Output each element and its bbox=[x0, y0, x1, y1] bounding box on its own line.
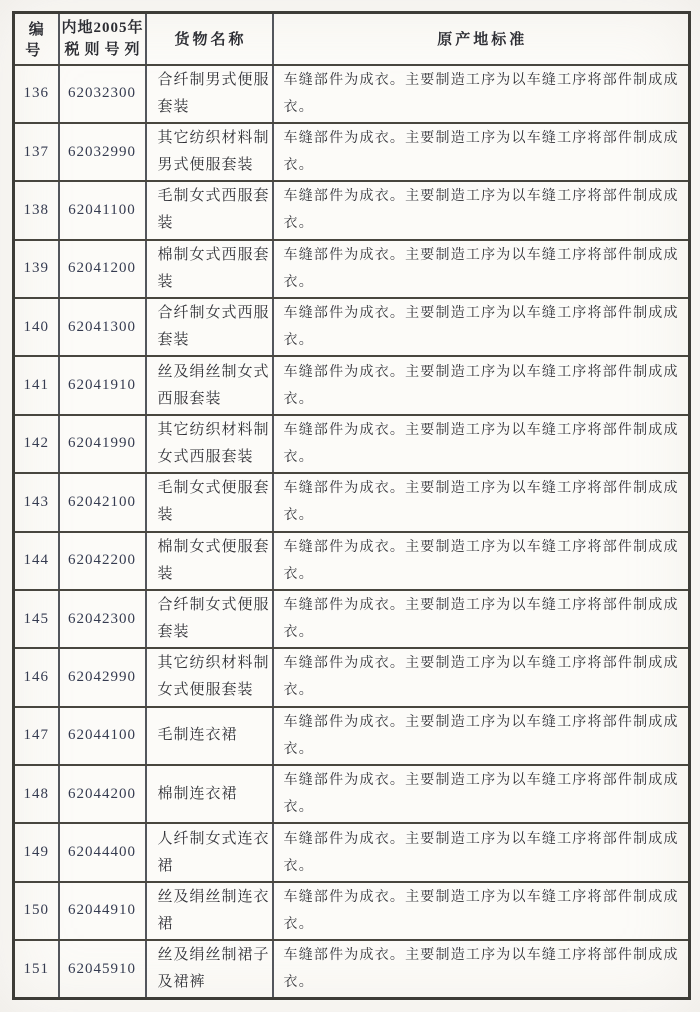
table-header-row bbox=[14, 13, 690, 65]
origin-standard-cell: 车缝部件为成衣。主要制造工序为以车缝工序将部件制成成衣。 bbox=[273, 707, 690, 765]
row-number-cell: 137 bbox=[14, 123, 59, 181]
header-origin-standard bbox=[273, 13, 690, 65]
origin-standard-cell: 车缝部件为成衣。主要制造工序为以车缝工序将部件制成成衣。 bbox=[273, 123, 690, 181]
origin-standard-cell: 车缝部件为成衣。主要制造工序为以车缝工序将部件制成成衣。 bbox=[273, 240, 690, 298]
origin-standard-cell: 车缝部件为成衣。主要制造工序为以车缝工序将部件制成成衣。 bbox=[273, 356, 690, 414]
row-number-cell: 147 bbox=[14, 707, 59, 765]
table-row bbox=[14, 707, 690, 765]
goods-name-cell: 棉制女式便服套装 bbox=[146, 532, 273, 590]
tariff-code-cell: 62041300 bbox=[59, 298, 146, 356]
origin-standard-cell: 车缝部件为成衣。主要制造工序为以车缝工序将部件制成成衣。 bbox=[273, 765, 690, 823]
tariff-code-cell: 62044400 bbox=[59, 823, 146, 881]
tariff-code-cell: 62042200 bbox=[59, 532, 146, 590]
table-row bbox=[14, 298, 690, 356]
table-row bbox=[14, 123, 690, 181]
table-row bbox=[14, 823, 690, 881]
row-number-cell: 149 bbox=[14, 823, 59, 881]
tariff-code-cell: 62044100 bbox=[59, 707, 146, 765]
tariff-code-cell: 62032300 bbox=[59, 65, 146, 123]
goods-name-cell: 毛制女式西服套装 bbox=[146, 181, 273, 239]
goods-name-cell: 合纤制男式便服套装 bbox=[146, 65, 273, 123]
origin-standard-cell: 车缝部件为成衣。主要制造工序为以车缝工序将部件制成成衣。 bbox=[273, 532, 690, 590]
origin-standard-cell: 车缝部件为成衣。主要制造工序为以车缝工序将部件制成成衣。 bbox=[273, 415, 690, 473]
origin-standard-cell: 车缝部件为成衣。主要制造工序为以车缝工序将部件制成成衣。 bbox=[273, 298, 690, 356]
tariff-code-cell: 62042990 bbox=[59, 648, 146, 706]
header-tariff-code-line2: 税则号列 bbox=[64, 41, 145, 58]
table-row bbox=[14, 532, 690, 590]
origin-standard-cell: 车缝部件为成衣。主要制造工序为以车缝工序将部件制成成衣。 bbox=[273, 590, 690, 648]
origin-standard-cell: 车缝部件为成衣。主要制造工序为以车缝工序将部件制成成衣。 bbox=[273, 65, 690, 123]
tariff-code-cell: 62041990 bbox=[59, 415, 146, 473]
origin-standard-cell: 车缝部件为成衣。主要制造工序为以车缝工序将部件制成成衣。 bbox=[273, 181, 690, 239]
goods-name-cell: 合纤制女式便服套装 bbox=[146, 590, 273, 648]
row-number-cell: 145 bbox=[14, 590, 59, 648]
table-row bbox=[14, 648, 690, 706]
header-goods-name bbox=[146, 13, 273, 65]
tariff-code-cell: 62042300 bbox=[59, 590, 146, 648]
header-goods-name-label: 货物名称 bbox=[174, 32, 247, 49]
row-number-cell: 148 bbox=[14, 765, 59, 823]
goods-name-cell: 毛制女式便服套装 bbox=[146, 473, 273, 531]
table-row bbox=[14, 473, 690, 531]
header-number bbox=[14, 13, 59, 65]
tariff-code-cell: 62041200 bbox=[59, 240, 146, 298]
goods-name-cell: 丝及绢丝制裙子及裙裤 bbox=[146, 940, 273, 998]
table-row bbox=[14, 181, 690, 239]
tariff-code-cell: 62042100 bbox=[59, 473, 146, 531]
header-tariff-code bbox=[59, 13, 146, 65]
goods-name-cell: 棉制连衣裙 bbox=[146, 765, 273, 823]
goods-name-cell: 人纤制女式连衣裙 bbox=[146, 823, 273, 881]
row-number-cell: 144 bbox=[14, 532, 59, 590]
row-number-cell: 136 bbox=[14, 65, 59, 123]
goods-name-cell: 其它纺织材料制男式便服套装 bbox=[146, 123, 273, 181]
origin-criteria-table bbox=[12, 11, 691, 1000]
table-row bbox=[14, 882, 690, 940]
tariff-code-cell: 62045910 bbox=[59, 940, 146, 998]
table-row bbox=[14, 65, 690, 123]
table-row bbox=[14, 590, 690, 648]
goods-name-cell: 丝及绢丝制连衣裙 bbox=[146, 882, 273, 940]
goods-name-cell: 棉制女式西服套装 bbox=[146, 240, 273, 298]
row-number-cell: 140 bbox=[14, 298, 59, 356]
table-row bbox=[14, 356, 690, 414]
row-number-cell: 150 bbox=[14, 882, 59, 940]
table-row bbox=[14, 765, 690, 823]
table-row bbox=[14, 240, 690, 298]
origin-standard-cell: 车缝部件为成衣。主要制造工序为以车缝工序将部件制成成衣。 bbox=[273, 940, 690, 998]
origin-standard-cell: 车缝部件为成衣。主要制造工序为以车缝工序将部件制成成衣。 bbox=[273, 882, 690, 940]
tariff-code-cell: 62032990 bbox=[59, 123, 146, 181]
row-number-cell: 151 bbox=[14, 940, 59, 998]
row-number-cell: 142 bbox=[14, 415, 59, 473]
table-row bbox=[14, 940, 690, 998]
row-number-cell: 139 bbox=[14, 240, 59, 298]
goods-name-cell: 其它纺织材料制女式西服套装 bbox=[146, 415, 273, 473]
header-tariff-code-line1: 内地2005年 bbox=[61, 19, 144, 36]
row-number-cell: 141 bbox=[14, 356, 59, 414]
tariff-code-cell: 62044200 bbox=[59, 765, 146, 823]
goods-name-cell: 合纤制女式西服套装 bbox=[146, 298, 273, 356]
tariff-code-cell: 62041100 bbox=[59, 181, 146, 239]
origin-standard-cell: 车缝部件为成衣。主要制造工序为以车缝工序将部件制成成衣。 bbox=[273, 473, 690, 531]
origin-standard-cell: 车缝部件为成衣。主要制造工序为以车缝工序将部件制成成衣。 bbox=[273, 648, 690, 706]
tariff-code-cell: 62041910 bbox=[59, 356, 146, 414]
row-number-cell: 143 bbox=[14, 473, 59, 531]
table-row bbox=[14, 415, 690, 473]
row-number-cell: 146 bbox=[14, 648, 59, 706]
row-number-cell: 138 bbox=[14, 181, 59, 239]
header-number-label: 编号 bbox=[25, 21, 51, 59]
goods-name-cell: 其它纺织材料制女式便服套装 bbox=[146, 648, 273, 706]
header-origin-standard-label: 原产地标准 bbox=[437, 32, 528, 49]
origin-standard-cell: 车缝部件为成衣。主要制造工序为以车缝工序将部件制成成衣。 bbox=[273, 823, 690, 881]
goods-name-cell: 毛制连衣裙 bbox=[146, 707, 273, 765]
tariff-code-cell: 62044910 bbox=[59, 882, 146, 940]
goods-name-cell: 丝及绢丝制女式西服套装 bbox=[146, 356, 273, 414]
